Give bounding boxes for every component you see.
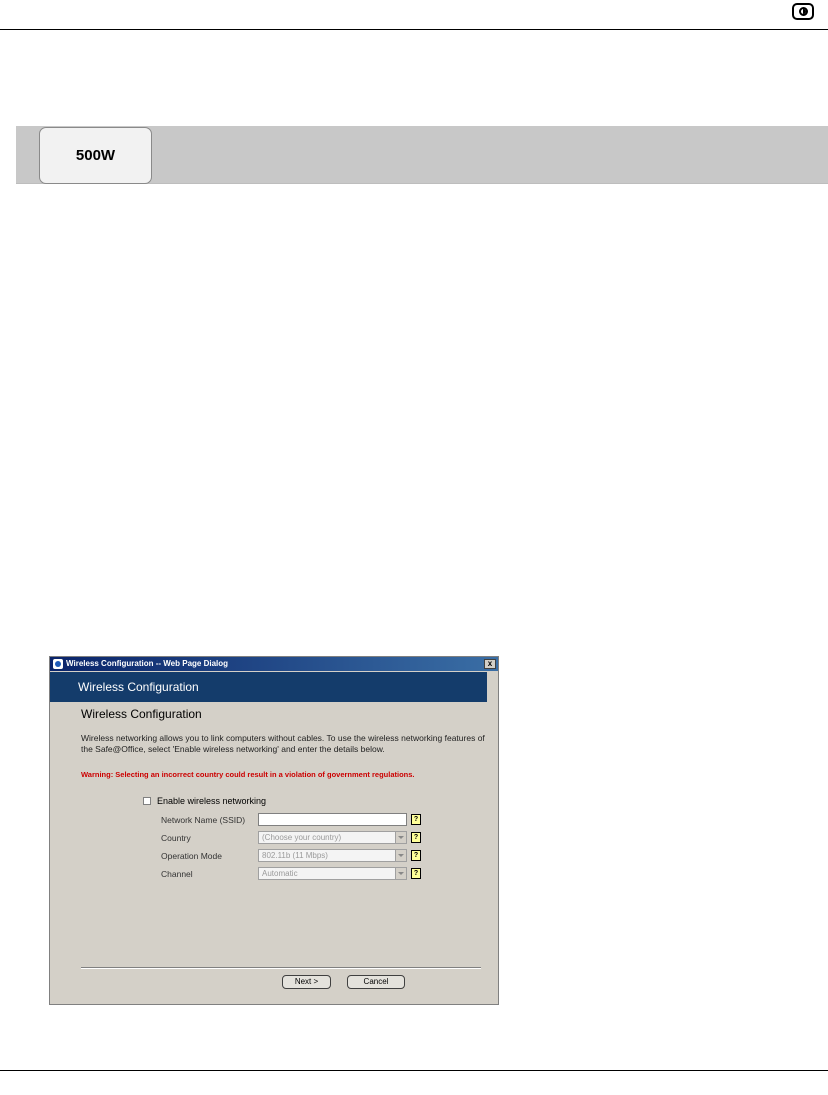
brand-logo-icon xyxy=(792,3,814,20)
top-rule xyxy=(0,29,828,30)
country-select-value: (Choose your country) xyxy=(262,833,342,842)
model-tab: 500W xyxy=(39,127,152,184)
window-title: Wireless Configuration -- Web Page Dialog xyxy=(66,659,229,668)
country-help-icon[interactable]: ? xyxy=(411,832,421,843)
mode-select-value: 802.11b (11 Mbps) xyxy=(262,851,328,860)
mode-select[interactable] xyxy=(258,849,407,862)
cancel-button[interactable]: Cancel xyxy=(347,975,405,989)
bottom-rule xyxy=(0,1070,828,1071)
close-button[interactable]: x xyxy=(484,659,496,669)
dialog-warning: Warning: Selecting an incorrect country could result in a violation of government regulations. xyxy=(81,770,415,779)
ssid-help-icon[interactable]: ? xyxy=(411,814,421,825)
country-select[interactable] xyxy=(258,831,407,844)
channel-select[interactable] xyxy=(258,867,407,880)
wireless-config-dialog xyxy=(49,656,499,1005)
next-button[interactable]: Next > xyxy=(282,975,331,989)
mode-help-icon[interactable]: ? xyxy=(411,850,421,861)
mode-label: Operation Mode xyxy=(161,851,222,861)
enable-wireless-row[interactable] xyxy=(143,796,266,806)
chevron-down-icon[interactable] xyxy=(395,850,406,861)
enable-wireless-label: Enable wireless networking xyxy=(157,796,267,806)
dialog-description: Wireless networking allows you to link computers without cables. To use the wireless networking features of the Safe@Office, select 'Enable wireless networking' and enter the details below. xyxy=(81,733,485,754)
enable-wireless-checkbox[interactable] xyxy=(143,797,151,805)
dialog-subtitle: Wireless Configuration xyxy=(81,707,202,721)
channel-help-icon[interactable]: ? xyxy=(411,868,421,879)
dialog-header-title: Wireless Configuration xyxy=(78,680,199,694)
ssid-label: Network Name (SSID) xyxy=(161,815,246,825)
ssid-input[interactable] xyxy=(258,813,407,826)
chevron-down-icon[interactable] xyxy=(395,868,406,879)
channel-label: Channel xyxy=(161,869,193,879)
chevron-down-icon[interactable] xyxy=(395,832,406,843)
dialog-titlebar xyxy=(50,657,498,671)
ie-icon xyxy=(53,659,63,669)
dialog-separator xyxy=(81,967,481,969)
channel-select-value: Automatic xyxy=(262,869,298,878)
country-label: Country xyxy=(161,833,191,843)
dialog-header xyxy=(50,672,487,702)
